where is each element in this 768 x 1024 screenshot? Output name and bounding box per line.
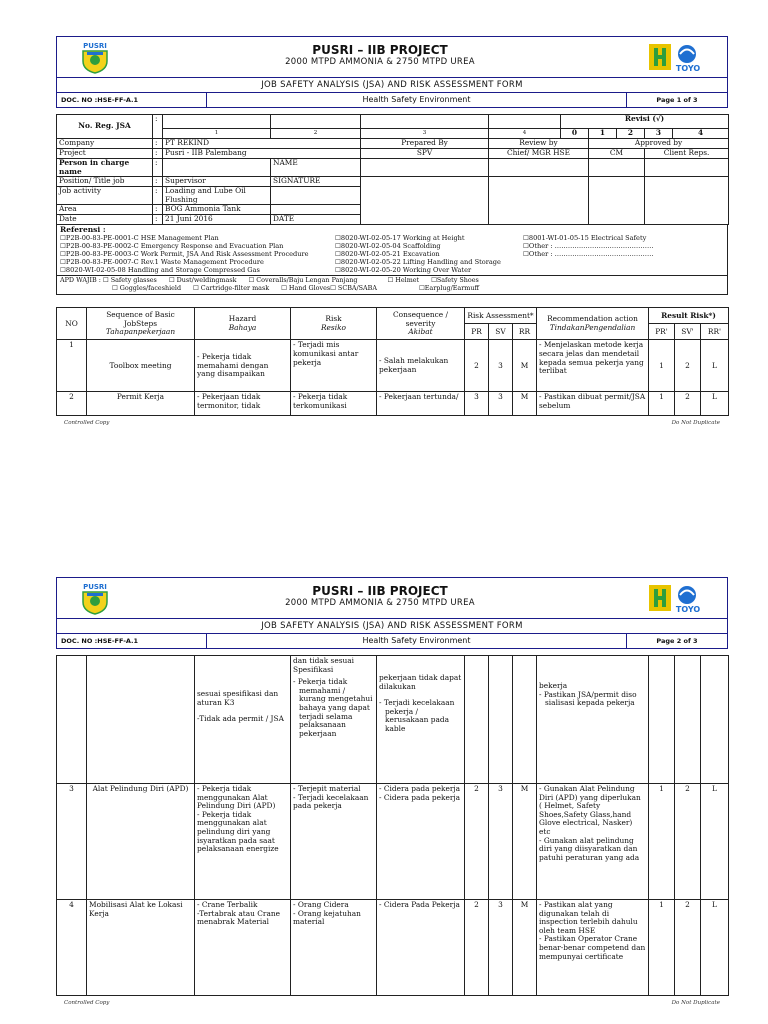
toyo-logo bbox=[627, 37, 727, 77]
ref-checkbox[interactable]: ☐P2B-00-83-PE-0001-C HSE Management Plan bbox=[60, 234, 219, 243]
department: Health Safety Environment bbox=[207, 634, 627, 648]
col-result-risk: Result Risk*) bbox=[649, 308, 729, 324]
project-title: PUSRI – IIB PROJECT bbox=[312, 43, 448, 57]
ref-checkbox[interactable]: ☐8020-WI-02-05-21 Excavation bbox=[335, 250, 440, 259]
job-label: Job activity bbox=[57, 187, 153, 205]
position-value: Supervisor bbox=[163, 177, 271, 187]
page-footer: Controlled Copy Do Not Duplicate bbox=[64, 1000, 720, 1006]
apd-section bbox=[56, 276, 728, 295]
col-risk: Risk Resiko bbox=[291, 308, 377, 340]
page-number: Page 1 of 3 bbox=[656, 96, 698, 104]
project-value: Pusri - IIB Palembang bbox=[163, 149, 361, 159]
table-row: sesuai spesifikasi dan aturan K3 -Tidak ada permit / JSA dan tidak sesuai Spesifikasi - Pekerja tidak memahami / kurang mengetahui bahaya yang dapat terjadi selama pelaksanaan pekerjaan pekerjaan tidak dapat dilakukan - Terjadi kecelakaan pekerja / kerusakaan pada kable bekerja - Pastikan JSA/permit diso sialisasi kepada pekerja bbox=[57, 656, 729, 784]
no-reg-label: No. Reg. JSA bbox=[57, 115, 153, 139]
referensi-section: Referensi : ☐P2B-00-83-PE-0001-C HSE Management Plan ☐P2B-00-83-PE-0002-C Emergency Response and Evacuation Plan ☐P2B-00-83-PE-0003-C Work Permit, JSA And Risk Assessment Procedure ☐P2B-00-83-PE-0007-C Rev.1 Waste Management Procedure ☐8020-WI-02-05-08 Handling and Storage Compressed Gas ☐8020-WI-02-05-17 Working at Height ☐8020-WI-02-05-04 Scaffolding ☐8020-WI-02-05-21 Excavation ☐8020-WI-02-05-22 Lifting Handling and Storage ☐8020-WI-02-05-20 Working Over Water ☐8001-WI-01-05-15 Electrical Safety ☐Other : ……………………………………… ☐Other : ……………………………………… bbox=[56, 225, 728, 276]
svg-text:PUSRI: PUSRI bbox=[83, 583, 107, 591]
ref-checkbox[interactable]: ☐8020-WI-02-05-04 Scaffolding bbox=[335, 242, 441, 251]
jsa-table-page1: NO Sequence of Basic JobSteps Tahapanpekerjaan Hazard Bahaya Risk Resiko Consequence / severity Akibat Risk Assessment* Recommendation action TindakanPengendalian Result Risk*) PR SV RR PR' SV' RR' 1 Toolbox meeting - Pekerja tidak memahami dengan yang disampaikan - Terjadi mis komunikasi antar pekerja - Salah melakukan pekerjaan 2 3 M - Menjelaskan metode kerja secara jelas dan mendetail kepada semua pekerja yang terlibat 1 2 L 2 Permit Kerja - Pekerjaan tidak termonitor, tidak - Pekerja tidak terkomunikasi - Pekerjaan tertunda/ 3 3 M - Pastikan dibuat permit/JSA sebelum 1 2 L bbox=[56, 307, 729, 416]
form-title: JOB SAFETY ANALYSIS (JSA) AND RISK ASSESSMENT FORM bbox=[56, 619, 728, 634]
jsa-info-table: No. Reg. JSA : Revisi (√) 1 2 3 4 0 1 2 3 4 Company : PT REKIND Prepared By Review by Approved by Project : Pusri - IIB Palembang SPV Chief/ MGR HSE CM Client Reps. Person in charge name : NAME Position/ Title job : Supervisor SIGNATURE Job activity : Loading and Lube Oil Flushing Area : BOG Ammonia Tank Date : 21 Juni 2016 DATE bbox=[56, 114, 729, 225]
ref-checkbox[interactable]: ☐P2B-00-83-PE-0003-C Work Permit, JSA And Risk Assessment Procedure bbox=[60, 250, 309, 259]
area-label: Area bbox=[57, 205, 153, 215]
doc-number: DOC. NO :HSE-FF-A.1 bbox=[57, 93, 207, 107]
doc-row bbox=[56, 93, 728, 108]
apd-checkbox[interactable]: ☐ Hand Gloves☐ SCBA/SABA bbox=[281, 284, 377, 293]
col-seq: Sequence of Basic JobSteps Tahapanpekerjaan bbox=[87, 308, 195, 340]
svg-text:PUSRI: PUSRI bbox=[83, 42, 107, 50]
apd-checkbox[interactable]: ☐ Helmet bbox=[387, 276, 420, 285]
ref-checkbox[interactable]: ☐8020-WI-02-05-08 Handling and Storage Compressed Gas bbox=[60, 266, 260, 275]
toyo-logo bbox=[627, 578, 727, 618]
doc-row bbox=[56, 634, 728, 649]
ref-checkbox[interactable]: ☐8020-WI-02-05-17 Working at Height bbox=[335, 234, 465, 243]
project-subtitle: 2000 MTPD AMMONIA & 2750 MTPD UREA bbox=[285, 598, 475, 608]
pic-label: Person in charge name bbox=[57, 159, 153, 177]
page-header bbox=[56, 36, 728, 78]
ref-checkbox[interactable]: ☐8001-WI-01-05-15 Electrical Safety bbox=[523, 234, 647, 243]
ref-checkbox[interactable]: ☐P2B-00-83-PE-0002-C Emergency Response and Evacuation Plan bbox=[60, 242, 284, 251]
doc-number: DOC. NO :HSE-FF-A.1 bbox=[57, 634, 207, 648]
ref-checkbox[interactable]: ☐8020-WI-02-05-20 Working Over Water bbox=[335, 266, 472, 275]
department: Health Safety Environment bbox=[207, 93, 627, 107]
table-row: 1 Toolbox meeting - Pekerja tidak memahami dengan yang disampaikan - Terjadi mis komunikasi antar pekerja - Salah melakukan pekerjaan 2 3 M - Menjelaskan metode kerja secara jelas dan mendetail kepada semua pekerja yang terlibat 1 2 L bbox=[57, 340, 729, 392]
col-consequence: Consequence / severity Akibat bbox=[377, 308, 465, 340]
form-title: JOB SAFETY ANALYSIS (JSA) AND RISK ASSESSMENT FORM bbox=[56, 78, 728, 93]
page-2 bbox=[56, 577, 728, 1006]
apd-checkbox[interactable]: ☐ Cartridge-filter mask bbox=[193, 284, 270, 293]
apd-checkbox[interactable]: ☐Safety Shoes bbox=[431, 276, 479, 285]
page-header bbox=[56, 577, 728, 619]
table-row: 3 Alat Pelindung Diri (APD) - Pekerja tidak menggunakan Alat Pelindung Diri (APD) - Pekerja tidak menggunakan alat pelindung diri yang isyaratkan pada saat pelaksanaan energize - Terjepit material - Terjadi kecelakaan pada pekerja - Cidera pada pekerja - Cidera pada pekerja 2 3 M - Gunakan Alat Pelindung Diri (APD) yang diperlukan ( Helmet, Safety Shoes,Safety Glass,hand Glove electrical, Nasker) etc - Gunakan alat pelindung diri yang diisyaratkan dan patuhi peraturan yang ada 1 2 L bbox=[57, 784, 729, 900]
table-row: 2 Permit Kerja - Pekerjaan tidak termonitor, tidak - Pekerja tidak terkomunikasi - Pekerjaan tertunda/ 3 3 M - Pastikan dibuat permit/JSA sebelum 1 2 L bbox=[57, 392, 729, 416]
col-recommendation: Recommendation action TindakanPengendalian bbox=[537, 308, 649, 340]
apd-checkbox[interactable]: APD WAJIB : ☐ Safety glasses bbox=[60, 276, 157, 285]
apd-checkbox[interactable]: ☐ Goggles/faceshield bbox=[112, 284, 182, 293]
ref-checkbox[interactable]: ☐Other : ……………………………………… bbox=[523, 250, 654, 259]
col-no: NO bbox=[57, 308, 87, 340]
page-number: Page 2 of 3 bbox=[656, 637, 698, 645]
apd-checkbox[interactable]: ☐ Dust/weldingmask bbox=[168, 276, 237, 285]
svg-text:TOYO: TOYO bbox=[675, 605, 701, 614]
revisi-label: Revisi (√) bbox=[561, 115, 729, 129]
project-label: Project bbox=[57, 149, 153, 159]
pusri-logo bbox=[57, 37, 133, 77]
ref-checkbox[interactable]: ☐Other : ……………………………………… bbox=[523, 242, 654, 251]
pic-value[interactable] bbox=[163, 159, 271, 177]
company-label: Company bbox=[57, 139, 153, 149]
position-label: Position/ Title job bbox=[57, 177, 153, 187]
apd-checkbox[interactable]: ☐Earplug/Earmuff bbox=[418, 284, 479, 293]
svg-text:TOYO: TOYO bbox=[675, 64, 701, 73]
apd-checkbox[interactable]: ☐ Coveralls/Baju Lengan Panjang bbox=[248, 276, 358, 285]
page-footer: Controlled Copy Do Not Duplicate bbox=[64, 420, 720, 427]
pusri-logo bbox=[57, 578, 133, 618]
col-risk-assessment: Risk Assessment* bbox=[465, 308, 537, 324]
date-value: 21 Juni 2016 bbox=[163, 215, 271, 225]
col-hazard: Hazard Bahaya bbox=[195, 308, 291, 340]
ref-checkbox[interactable]: ☐8020-WI-02-05-22 Lifting Handling and Storage bbox=[335, 258, 501, 267]
ref-checkbox[interactable]: ☐P2B-00-83-PE-0007-C Rev.1 Waste Management Procedure bbox=[60, 258, 264, 267]
date-label: Date bbox=[57, 215, 153, 225]
area-value: BOG Ammonia Tank bbox=[163, 205, 271, 215]
page-1 bbox=[56, 36, 728, 426]
company-value: PT REKIND bbox=[163, 139, 361, 149]
jsa-table-page2 bbox=[56, 655, 729, 996]
table-row: 4 Mobilisasi Alat ke Lokasi Kerja - Crane Terbalik -Tertabrak atau Crane menabrak Material - Orang Cidera - Orang kejatuhan material - Cidera Pada Pekerja 2 3 M - Pastikan alat yang digunakan telah di inspection terlebih dahulu oleh team HSE - Pastikan Operator Crane benar-benar competend dan mempunyai certificate 1 2 L bbox=[57, 900, 729, 996]
project-title: PUSRI – IIB PROJECT bbox=[312, 584, 448, 598]
project-subtitle: 2000 MTPD AMMONIA & 2750 MTPD UREA bbox=[285, 57, 475, 67]
job-value: Loading and Lube Oil Flushing bbox=[163, 187, 271, 205]
